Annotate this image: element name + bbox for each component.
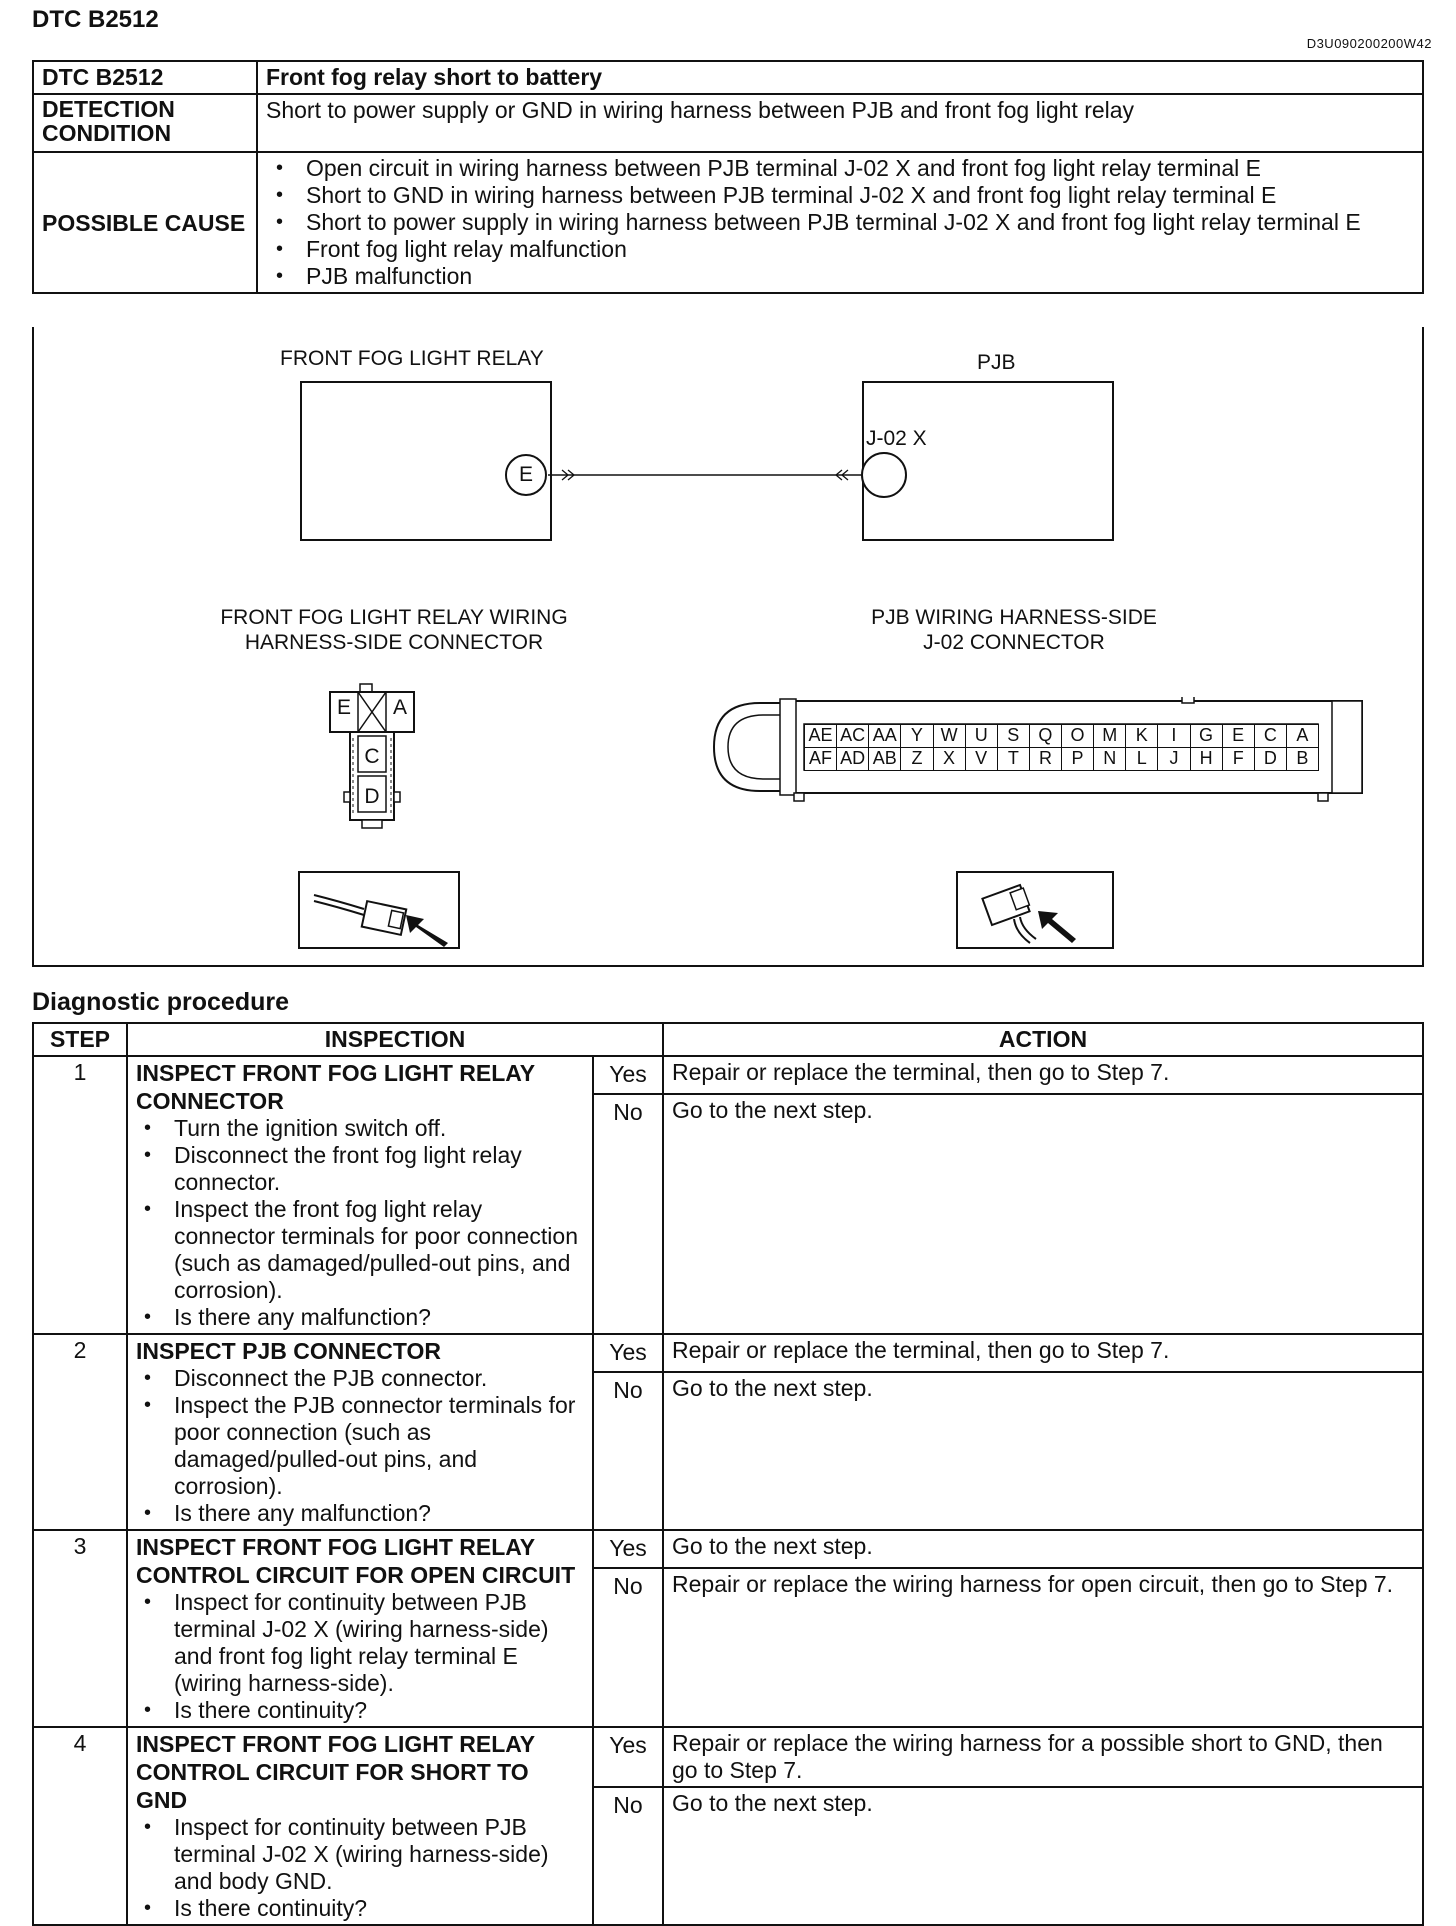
possible-cause-item: • PJB malfunction: [306, 263, 1414, 290]
no-label: No: [593, 1094, 663, 1334]
step-bullet: • Is there continuity?: [174, 1895, 584, 1922]
yes-label: Yes: [593, 1334, 663, 1372]
no-action: Repair or replace the wiring harness for open circuit, then go to Step 7.: [663, 1568, 1423, 1727]
relay-connector-label: [184, 605, 604, 655]
pjb-pin: L: [1125, 747, 1158, 771]
pjb-pin: AD: [836, 747, 869, 771]
relay-pin-e: E: [336, 696, 351, 719]
pjb-pin-grid: [804, 724, 1318, 770]
pjb-pin: A: [1286, 724, 1319, 748]
step-bullet: • Inspect for continuity between PJB terminal J-02 X (wiring harness-side) and body GND.: [174, 1814, 584, 1895]
pjb-connector-label-line2: J-02 CONNECTOR: [923, 631, 1105, 654]
possible-cause-label: POSSIBLE CAUSE: [33, 152, 257, 293]
step-number: 1: [33, 1056, 127, 1334]
relay-connector-label-line1: FRONT FOG LIGHT RELAY WIRING: [220, 606, 568, 629]
pjb-pin: Y: [900, 724, 933, 748]
pjb-pin: O: [1061, 724, 1094, 748]
pjb-label: PJB: [977, 351, 1016, 374]
step-bullet: • Inspect the PJB connector terminals for poor connection (such as damaged/pulled-out pins, and corrosion).: [174, 1392, 584, 1500]
step-bullet-list: [136, 1115, 584, 1331]
page-title: DTC B2512: [32, 6, 159, 33]
detection-label: DETECTION CONDITION: [33, 94, 257, 152]
pjb-pin: K: [1125, 724, 1158, 748]
possible-cause-list: [266, 155, 1414, 290]
pjb-connector-view-icon: [956, 871, 1116, 951]
pjb-pin: D: [1254, 747, 1287, 771]
pjb-pin: E: [1222, 724, 1255, 748]
pjb-connector-label-line1: PJB WIRING HARNESS-SIDE: [871, 606, 1157, 629]
step-row: [33, 1334, 1423, 1372]
relay-terminal-e: E: [518, 463, 533, 486]
step-title: INSPECT FRONT FOG LIGHT RELAY CONTROL CIRCUIT FOR OPEN CIRCUIT: [136, 1534, 576, 1588]
relay-pin-c: C: [364, 745, 380, 768]
pjb-pin: R: [1029, 747, 1062, 771]
table-header-row: [33, 1023, 1423, 1056]
pjb-pin: Z: [900, 747, 933, 771]
detection-row: [33, 94, 1423, 152]
relay-connector-label-line2: HARNESS-SIDE CONNECTOR: [244, 631, 544, 654]
relay-pin-a: A: [392, 696, 407, 719]
pjb-pin: AB: [868, 747, 901, 771]
pjb-pin: AF: [804, 747, 837, 771]
step-number: 4: [33, 1727, 127, 1925]
step-bullet: • Disconnect the PJB connector.: [174, 1365, 584, 1392]
pjb-connector-label: [844, 605, 1184, 655]
no-action: Go to the next step.: [663, 1787, 1423, 1925]
pjb-pin: W: [933, 724, 966, 748]
step-bullet: • Turn the ignition switch off.: [174, 1115, 584, 1142]
col-action: ACTION: [663, 1023, 1423, 1056]
relay-connector-view-icon: [298, 871, 462, 951]
step-bullet: • Is there any malfunction?: [174, 1304, 584, 1331]
step-inspection: [127, 1056, 593, 1334]
step-title: INSPECT PJB CONNECTOR: [136, 1338, 442, 1364]
step-bullet-list: [136, 1814, 584, 1922]
no-action: Go to the next step.: [663, 1094, 1423, 1334]
pjb-pin: J: [1157, 747, 1190, 771]
document-id: D3U090200200W42: [1306, 36, 1432, 51]
wiring-diagram: [32, 327, 1424, 967]
step-row: [33, 1056, 1423, 1094]
pjb-pin: S: [997, 724, 1030, 748]
yes-action: Repair or replace the terminal, then go to Step 7.: [663, 1334, 1423, 1372]
detection-text: Short to power supply or GND in wiring harness between PJB and front fog light relay: [257, 94, 1423, 152]
pjb-pin: I: [1157, 724, 1190, 748]
pjb-pin: G: [1190, 724, 1223, 748]
possible-cause-item: • Open circuit in wiring harness between PJB terminal J-02 X and front fog light relay terminal E: [306, 155, 1414, 182]
step-inspection: [127, 1334, 593, 1530]
pjb-terminal-label: J-02 X: [866, 427, 927, 450]
step-bullet-list: [136, 1589, 584, 1724]
step-bullet: • Is there any malfunction?: [174, 1500, 584, 1527]
no-action: Go to the next step.: [663, 1372, 1423, 1530]
no-label: No: [593, 1372, 663, 1530]
step-bullet: • Is there continuity?: [174, 1697, 584, 1724]
no-label: No: [593, 1568, 663, 1727]
possible-cause-item: • Front fog light relay malfunction: [306, 236, 1414, 263]
pjb-pin: C: [1254, 724, 1287, 748]
possible-cause-list-cell: [257, 152, 1423, 293]
step-title: INSPECT FRONT FOG LIGHT RELAY CONTROL CIRCUIT FOR SHORT TO GND: [136, 1731, 535, 1813]
yes-label: Yes: [593, 1727, 663, 1787]
step-number: 3: [33, 1530, 127, 1727]
pjb-pin: M: [1093, 724, 1126, 748]
pjb-pin: Q: [1029, 724, 1062, 748]
pjb-pin: T: [997, 747, 1030, 771]
yes-action: Repair or replace the wiring harness for a possible short to GND, then go to Step 7.: [663, 1727, 1423, 1787]
col-step: STEP: [33, 1023, 127, 1056]
step-inspection: [127, 1530, 593, 1727]
yes-label: Yes: [593, 1530, 663, 1568]
yes-label: Yes: [593, 1056, 663, 1094]
pjb-pin: X: [933, 747, 966, 771]
yes-action: Repair or replace the terminal, then go to Step 7.: [663, 1056, 1423, 1094]
possible-cause-item: • Short to power supply in wiring harness between PJB terminal J-02 X and front fog light relay terminal E: [306, 209, 1414, 236]
pjb-pin: F: [1222, 747, 1255, 771]
relay-label: FRONT FOG LIGHT RELAY: [280, 347, 544, 370]
pjb-pin: N: [1093, 747, 1126, 771]
pjb-pin: AA: [868, 724, 901, 748]
step-bullet: • Inspect the front fog light relay connector terminals for poor connection (such as damaged/pulled-out pins, and corrosion).: [174, 1196, 584, 1304]
section-heading: Diagnostic procedure: [32, 988, 289, 1016]
pjb-pin: V: [965, 747, 998, 771]
step-row: [33, 1530, 1423, 1568]
pjb-pin: AC: [836, 724, 869, 748]
step-bullet: • Inspect for continuity between PJB terminal J-02 X (wiring harness-side) and front fog light relay terminal E (wiring harness-side).: [174, 1589, 584, 1697]
pjb-pin: U: [965, 724, 998, 748]
dtc-code-row: [33, 61, 1423, 94]
relay-pin-d: D: [364, 785, 380, 808]
possible-cause-row: [33, 152, 1423, 293]
step-inspection: [127, 1727, 593, 1925]
pjb-pin: P: [1061, 747, 1094, 771]
dtc-code-description: Front fog relay short to battery: [257, 61, 1423, 94]
procedure-steps: [33, 1056, 1423, 1925]
step-title: INSPECT FRONT FOG LIGHT RELAY CONNECTOR: [136, 1060, 535, 1114]
dtc-info-table: [32, 60, 1424, 294]
pjb-pin: H: [1190, 747, 1223, 771]
yes-action: Go to the next step.: [663, 1530, 1423, 1568]
dtc-code-label: DTC B2512: [33, 61, 257, 94]
col-inspection: INSPECTION: [127, 1023, 663, 1056]
step-bullet: • Disconnect the front fog light relay connector.: [174, 1142, 584, 1196]
step-row: [33, 1727, 1423, 1787]
step-bullet-list: [136, 1365, 584, 1527]
possible-cause-item: • Short to GND in wiring harness between PJB terminal J-02 X and front fog light relay terminal E: [306, 182, 1414, 209]
diagnostic-procedure-table: [32, 1022, 1424, 1926]
step-number: 2: [33, 1334, 127, 1530]
no-label: No: [593, 1787, 663, 1925]
pjb-pin: AE: [804, 724, 837, 748]
pjb-pin: B: [1286, 747, 1319, 771]
